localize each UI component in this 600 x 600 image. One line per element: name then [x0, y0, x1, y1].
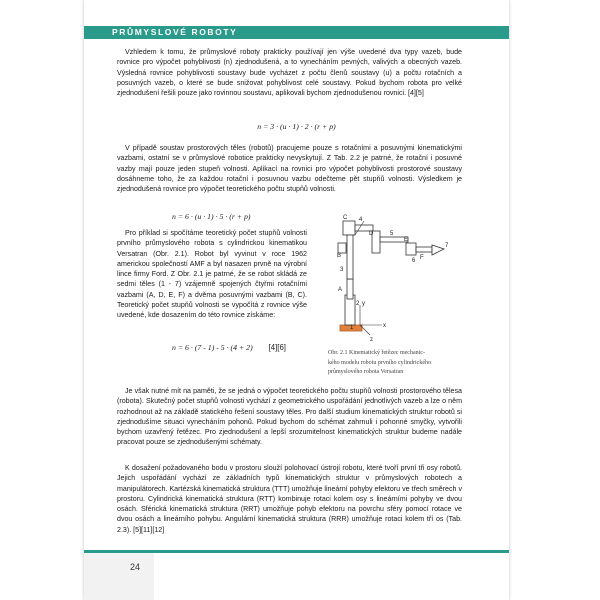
label-z: z	[370, 337, 373, 343]
paragraph-1: Vzhledem k tomu, že průmyslové roboty prakticky používají jen výše uvedené dva typy vazeb, bude rovnice pro výpočet pohyblivosti (n) zjednodušená, a to vynecháním pevných, valivých a obecných vazeb. Výsledná rovnice pohyblivosti soustavy bude vycházet z počtu členů soustavy (u) a počtu rotačních a posuvných vazeb, o které se bude snižovat pohyblivost celé soustavy. Pokud bychom robota pro velké zjednodušení řešili pouze jako rovinnou soustavu, aplikovali bychom zjednodušenou rovnici. [4][5]	[117, 48, 462, 98]
versatran-kinematic-figure	[312, 213, 452, 343]
label-1: 1	[350, 325, 354, 331]
label-E: E	[404, 237, 409, 243]
caption-line-1: Obr. 2.1 Kinematický řetězec mechanic-	[328, 350, 425, 356]
label-4: 4	[359, 217, 363, 223]
vertical-slide	[347, 235, 353, 279]
label-6: 6	[412, 258, 416, 264]
chapter-header-bar	[84, 26, 509, 39]
equation-3	[172, 343, 286, 352]
b-block	[338, 243, 346, 253]
page-number: 24	[130, 562, 141, 572]
chapter-title: PRŮMYSLOVÉ ROBOTY	[112, 27, 238, 37]
label-D: D	[369, 231, 374, 237]
page-number-box	[84, 553, 154, 600]
wrist-block	[406, 243, 416, 255]
label-2: 2	[356, 301, 360, 307]
label-y: y	[362, 301, 365, 307]
gripper	[432, 245, 444, 255]
paragraph-5: K dosažení požadovaného bodu v prostoru slouží polohovací ústrojí robotu, které tvoří první tři osy robotů. Jejich uspořádání vychází ze základních typů kinematických struktur v průmyslových robotech a manipulátorech. Kartézská kinematická struktura (TTT) umožňuje lineární pohyby efektoru ve třech směrech v prostoru. Cylindrická kinematická struktura (RTT) kombinuje rotaci kolem osy s lineárními pohyby ve dvou osách. Sférická kinematická struktura (RRT) umožňuje pohyb efektoru na povrchu sféry pomocí rotace ve dvou osách a lineárního pohybu. Angulární kinematická struktura (RRR) umožňuje rotaci kolem tří os (Tab. 2.3). [5][11][12]	[117, 464, 462, 534]
equation-3-citation: [4][6]	[268, 343, 286, 352]
caption-line-2: kého modelu robotu prvního cylindrického	[328, 359, 431, 366]
label-3: 3	[340, 267, 344, 273]
label-x: x	[383, 323, 386, 329]
book-page	[84, 0, 509, 600]
label-F: F	[420, 255, 424, 261]
paragraph-3: Pro příklad si spočítáme teoretický počet stupňů volnosti prvního průmyslového robota s cylindrickou kinematikou Versatran (Obr. 2.1). Robot byl vyvinut v roce 1962 americkou společností AMF a byl nasazen prvně na výrobní lince firmy Ford. Z Obr. 2.1 je patrné, že se robot skládá ze sedmi těles (1 - 7) vzájemně spojených čtyřmi rotačními vazbami (A, D, E, F) a dvěma posuvnými vazbami (B, C). Teoretický počet stupňů volnosti se vypočítá z rovnice výše uvedené, kde dosazením do této rovnice získáme:	[117, 229, 307, 320]
label-C: C	[343, 215, 348, 221]
label-A: A	[338, 287, 343, 293]
label-7: 7	[445, 243, 449, 249]
figure-caption	[328, 349, 468, 378]
label-5: 5	[390, 231, 394, 237]
label-B: B	[337, 253, 342, 259]
top-block	[343, 221, 355, 235]
wrist-link	[416, 247, 432, 252]
paragraph-4: Je však nutné mít na paměti, že se jedná o výpočet teoretického počtu stupňů volnosti prostorového tělesa (robota). Skutečný počet stupňů volnosti vychází z geometrického uspořádání jednotlivých vazeb a lze o něm rozhodnout až na základě statického řešení soustavy těles. Pro další studium kinematických struktur robotů si zjednodušíme situaci vynecháním pohonů. Pokud bychom do schémat zahrnuli i pohonné smyčky, vytvořili bychom uzavřený řetězec. Pro zjednodušení a lepší srozumitelnost kinematických struktur budeme nadále pracovat pouze se zjednodušenými schématy.	[117, 387, 462, 447]
equation-2: n = 6 · (u · 1) · 5 · (r + p)	[172, 212, 251, 221]
paragraph-2: V případě soustav prostorových těles (robotů) pracujeme pouze s rotačními a posuvnými kinematickými vazbami, ostatní se v průmyslové robotice prakticky nevyskytují. Z Tab. 2.2 je patrné, že rotační i posuvné vazby mají pouze jeden stupeň volnosti. Aplikací na rovnici pro výpočet pohyblivosti prostorové soustavy dosáhneme toho, že za každou rotační i posuvnou vazbu odečteme pět stupňů volnosti. Výsledkem je zjednodušená rovnice pro výpočet teoretického počtu stupňů volnosti.	[117, 144, 462, 194]
equation-1: n = 3 · (u · 1) · 2 · (r + p)	[257, 122, 336, 131]
caption-line-3: průmyslového robota Versatran	[328, 369, 404, 375]
kinematic-chain-diagram	[312, 213, 452, 343]
upper-column	[347, 279, 353, 299]
equation-3-formula: n = 6 · (7 - 1) - 5 · (4 + 2)	[172, 343, 253, 352]
lower-column	[345, 295, 355, 325]
